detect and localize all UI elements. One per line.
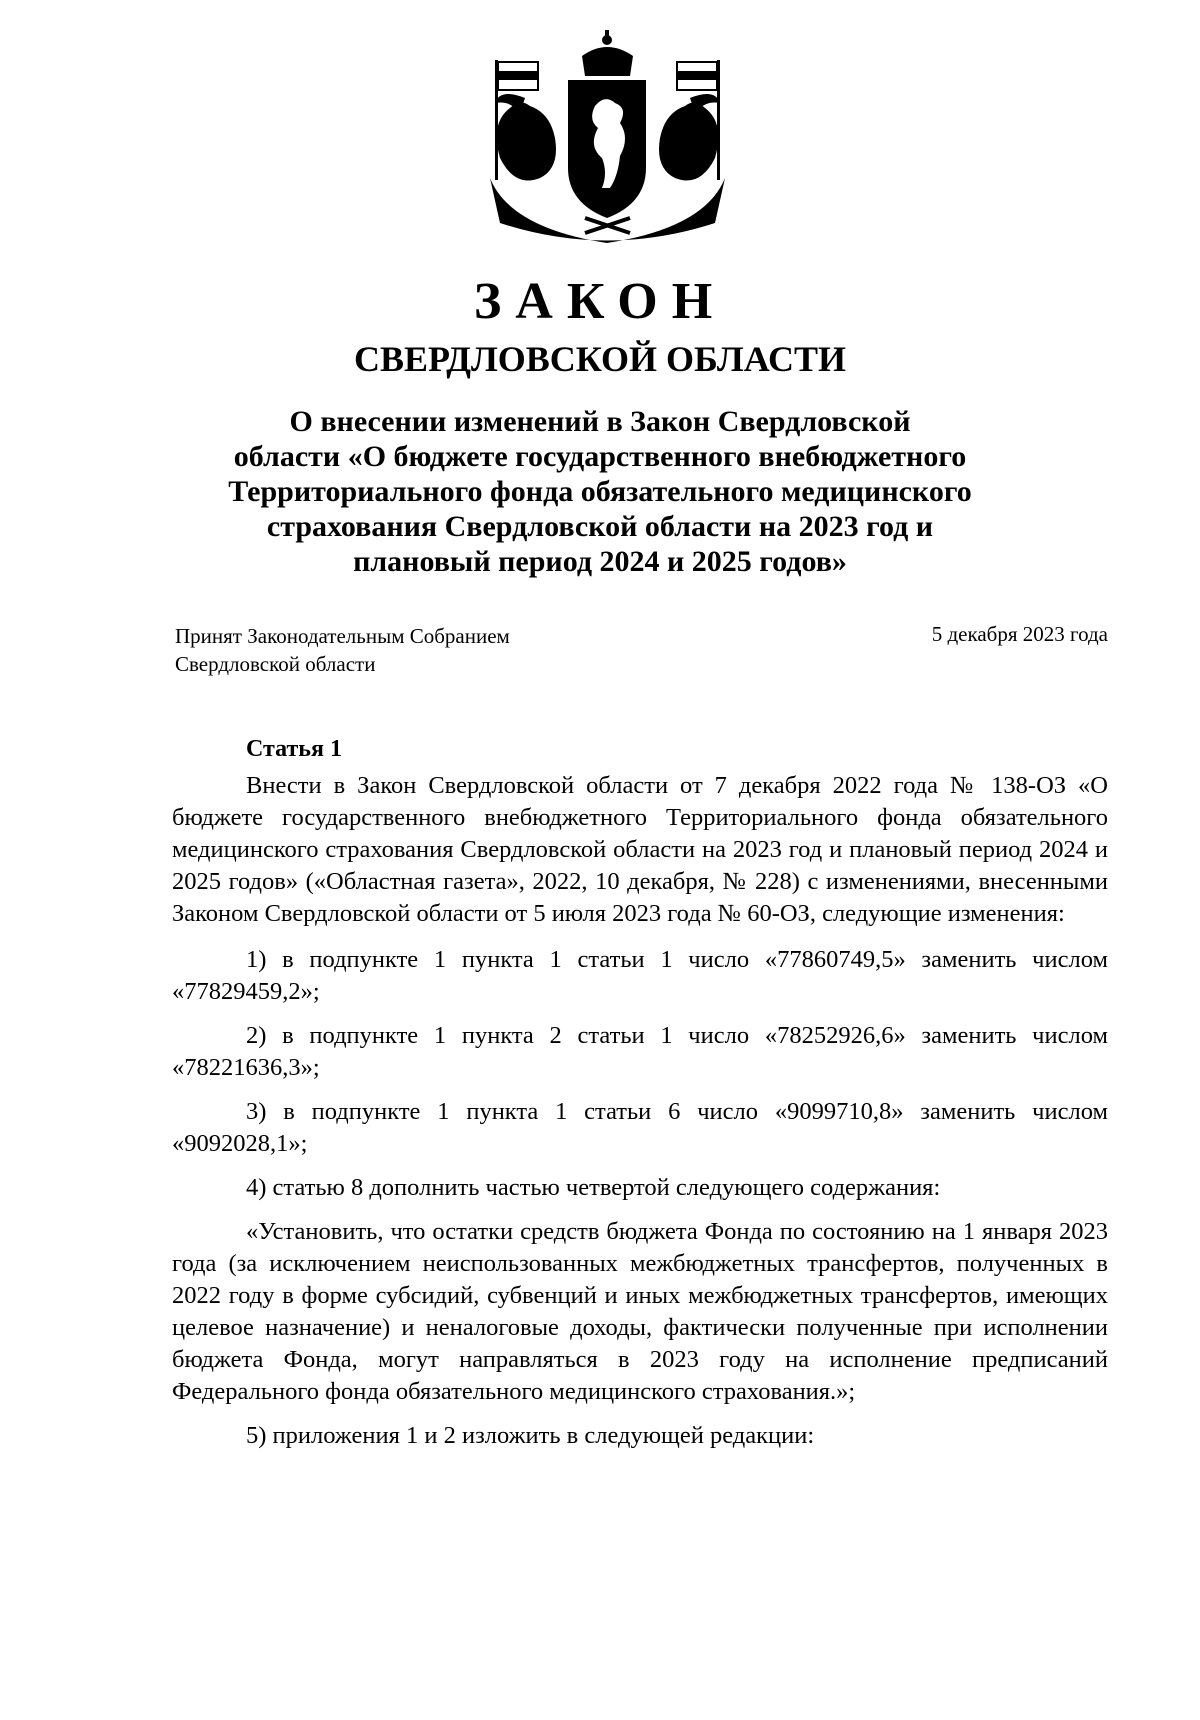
article-intro: Внести в Закон Свердловской области от 7 декабря 2022 года № 138-ОЗ «О бюджете государственного внебюджетного Территориального фонда обязательного медицинского страхования Свердловской области на 2023 год и плановый период 2024 и 2025 годов» («Областная газета», 2022, 10 декабря, № 228) с изменениями, внесенными Законом Свердловской области от 5 июля 2023 года № 60-ОЗ, следующие изменения:	[172, 772, 1108, 927]
adoption-body	[175, 622, 510, 678]
subject-line: О внесении изменений в Закон Свердловской	[289, 405, 911, 438]
law-subject	[0, 404, 1200, 579]
article-item: «Установить, что остатки средств бюджета Фонда по состоянию на 1 января 2023 года (за исключением неиспользованных межбюджетных трансфертов, полученных в 2022 году в форме субсидий, субвенций и иных межбюджетных трансфертов, имеющих целевое назначение) и неналоговые доходы, фактически полученные при исполнении бюджета Фонда, могут направляться в 2023 году на исполнение предписаний Федерального фонда обязательного медицинского страхования.»;	[172, 1218, 1108, 1405]
adoption-line: Свердловской области	[175, 652, 376, 676]
region-title: СВЕРДЛОВСКОЙ ОБЛАСТИ	[354, 339, 846, 379]
subject-line: страхования Свердловской области на 2023 год и	[266, 510, 934, 543]
subject-line: плановый период 2024 и 2025 годов»	[353, 545, 847, 578]
subject-line: Территориального фонда обязательного медицинского	[228, 475, 972, 508]
adoption-date: 5 декабря 2023 года	[931, 622, 1108, 646]
article-item: 2) в подпункте 1 пункта 2 статьи 1 число «78252926,6» заменить числом «78221636,3»;	[172, 1022, 1108, 1081]
subject-line: области «О бюджете государственного внебюджетного	[233, 440, 967, 473]
coat-of-arms-emblem	[470, 28, 745, 253]
law-title: ЗАКОН	[473, 273, 727, 330]
article-item: 5) приложения 1 и 2 изложить в следующей редакции:	[246, 1422, 815, 1449]
article-item: 1) в подпункте 1 пункта 1 статьи 1 число «77860749,5» заменить числом «77829459,2»;	[172, 946, 1108, 1005]
article-item: 3) в подпункте 1 пункта 1 статьи 6 число «9099710,8» заменить числом «9092028,1»;	[172, 1098, 1108, 1157]
article-body	[172, 770, 1108, 1464]
article-heading: Статья 1	[246, 736, 342, 762]
adoption-line: Принят Законодательным Собранием	[175, 624, 510, 648]
article-item: 4) статью 8 дополнить частью четвертой следующего содержания:	[246, 1174, 941, 1201]
